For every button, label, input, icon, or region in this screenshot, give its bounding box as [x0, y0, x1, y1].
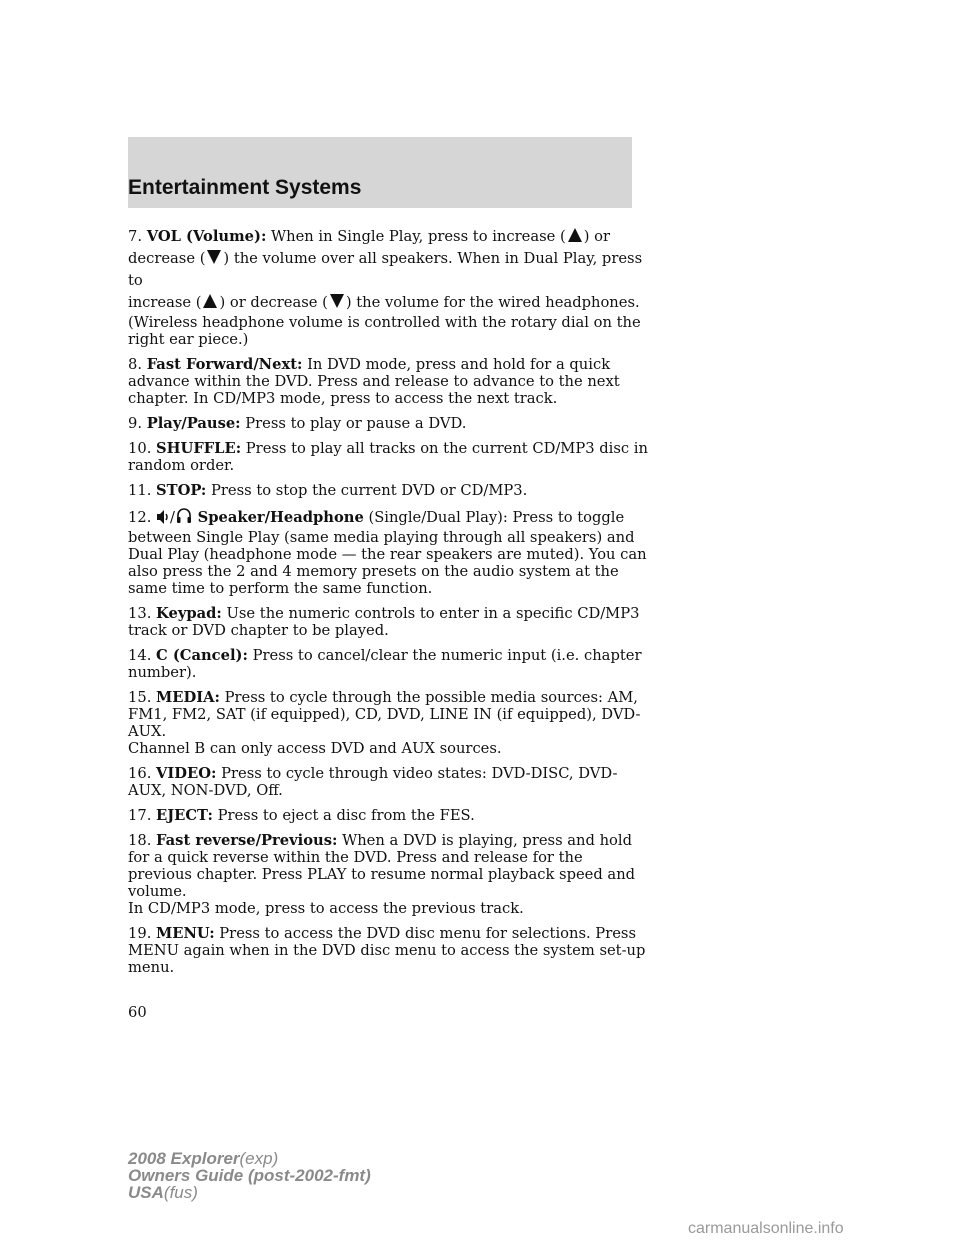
item-term: MENU: — [156, 925, 215, 942]
triangle-down-icon — [330, 294, 344, 308]
item-term: STOP: — [156, 482, 207, 499]
item-11: 11. STOP: Press to stop the current DVD or CD/MP3. — [128, 482, 528, 499]
content-body — [128, 226, 648, 984]
item-10: 10. SHUFFLE: Press to play all tracks on the current CD/MP3 disc in random order. — [128, 440, 648, 474]
item-term: MEDIA: — [156, 689, 220, 706]
item-15: 15. MEDIA: Press to cycle through the possible media sources: AM, FM1, FM2, SAT (if equipped), CD, DVD, LINE IN (if equipped), DVD-AUX. Channel B can only access DVD and AUX sources. — [128, 689, 641, 757]
item-8: 8. Fast Forward/Next: In DVD mode, press and hold for a quick advance within the DVD. Press and release to advance to the next chapter. In CD/MP3 mode, press to access the next track. — [128, 356, 620, 407]
item-12: 12. / Speaker/Headphone (Single/Dual Play): Press to toggle between Single Play (same media playing through all speakers) and Dual Play (headphone mode — the rear speakers are muted). You can also press the 2 and 4 memory presets on the audio system at the same time to perform the same function. — [128, 509, 647, 597]
headphone-icon — [175, 507, 193, 529]
item-19: 19. MENU: Press to access the DVD disc menu for selections. Press MENU again when in the DVD disc menu to access the system set-up menu. — [128, 925, 646, 976]
triangle-up-icon — [203, 294, 217, 308]
item-7: 7. VOL (Volume): When in Single Play, press to increase ( ) or decrease ( ) the volume over all speakers. When in Dual Play, press to increase ( ) or decrease ( ) the volume for the wired headphones. (Wireless headphone volume is controlled with the rotary dial on the right ear piece.) — [128, 228, 643, 348]
item-16: 16. VIDEO: Press to cycle through video states: DVD-DISC, DVD-AUX, NON-DVD, Off. — [128, 765, 618, 799]
section-title: Entertainment Systems — [128, 176, 362, 199]
item-term: SHUFFLE: — [156, 440, 242, 457]
site-watermark: carmanualsonline.info — [688, 1220, 844, 1237]
item-term: VOL (Volume): — [146, 228, 267, 245]
speaker-icon — [156, 509, 170, 529]
item-term: Speaker/Headphone — [197, 509, 364, 526]
item-term: Fast Forward/Next: — [146, 356, 303, 373]
item-13: 13. Keypad: Use the numeric controls to enter in a specific CD/MP3 track or DVD chapter to be played. — [128, 605, 640, 639]
item-term: VIDEO: — [156, 765, 217, 782]
item-14: 14. C (Cancel): Press to cancel/clear the numeric input (i.e. chapter number). — [128, 647, 642, 681]
item-term: Play/Pause: — [146, 415, 241, 432]
triangle-down-icon — [207, 250, 221, 264]
triangle-up-icon — [568, 228, 582, 242]
item-term: Fast reverse/Previous: — [156, 832, 338, 849]
item-term: EJECT: — [156, 807, 213, 824]
item-17: 17. EJECT: Press to eject a disc from the FES. — [128, 807, 475, 824]
page-number: 60 — [128, 1004, 147, 1021]
item-18: 18. Fast reverse/Previous: When a DVD is playing, press and hold for a quick reverse within the DVD. Press and release for the previous chapter. Press PLAY to resume normal playback speed and volume. In CD/MP3 mode, press to access the previous track. — [128, 832, 636, 917]
item-9: 9. Play/Pause: Press to play or pause a DVD. — [128, 415, 467, 432]
item-term: C (Cancel): — [156, 647, 248, 664]
item-term: Keypad: — [156, 605, 222, 622]
document-footer: 2008 Explorer(exp) Owners Guide (post-2002-fmt) USA(fus) — [128, 1149, 371, 1202]
